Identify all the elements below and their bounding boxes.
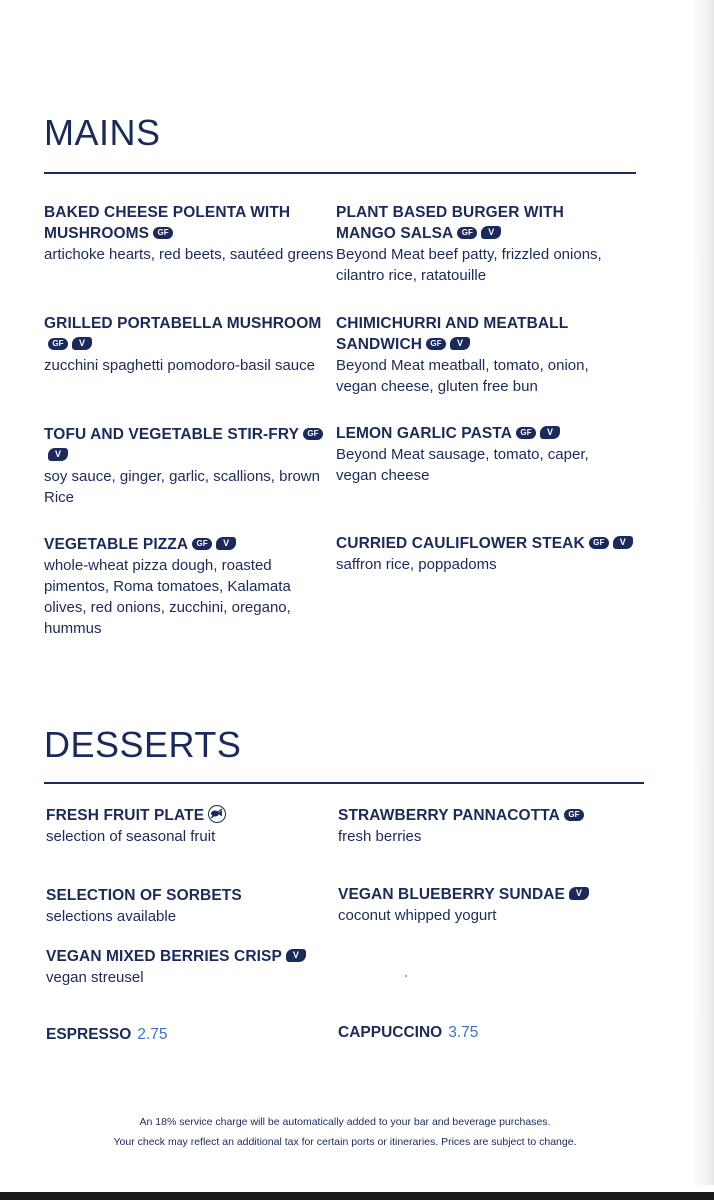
item-description: selections available	[46, 908, 177, 925]
item-name: STRAWBERRY PANNACOTTA	[338, 807, 560, 824]
gluten-free-icon: GF	[192, 538, 212, 550]
menu-item	[46, 946, 336, 988]
menu-item	[44, 424, 334, 508]
item-name: VEGETABLE PIZZA	[44, 536, 189, 553]
vegan-icon: V	[48, 448, 68, 461]
menu-item	[336, 202, 626, 286]
menu-item	[46, 805, 336, 847]
gluten-free-icon: GF	[48, 338, 68, 350]
mains-heading: MAINS	[44, 112, 161, 153]
item-description: coconut whipped yogurt	[338, 907, 497, 924]
vegan-icon: V	[450, 337, 470, 350]
menu-item	[336, 423, 626, 486]
vegan-icon: V	[72, 337, 92, 350]
beverage-price: 2.75	[137, 1026, 168, 1043]
vegan-icon: V	[540, 426, 560, 439]
menu-item	[338, 805, 628, 847]
beverage-name: CAPPUCCINO	[338, 1024, 443, 1041]
item-name: FRESH FRUIT PLATE	[46, 807, 205, 824]
item-description: artichoke hearts, red beets, sautéed greens	[44, 246, 334, 263]
beverage-price: 3.75	[448, 1024, 479, 1041]
menu-item	[44, 202, 334, 265]
item-name: PLANT BASED BURGER WITH MANGO SALSA	[336, 204, 564, 242]
footer-tax-note: Your check may reflect an additional tax for certain ports or itineraries. Prices are subject to change.	[113, 1136, 577, 1148]
gluten-free-icon: GF	[516, 427, 536, 439]
paper-speck	[405, 975, 407, 977]
item-description: zucchini spaghetti pomodoro-basil sauce	[44, 357, 315, 374]
item-name: TOFU AND VEGETABLE STIR-FRY	[44, 426, 300, 443]
vegan-icon: V	[216, 537, 236, 550]
item-description: Beyond Meat sausage, tomato, caper, vegan cheese	[336, 446, 589, 484]
item-description: vegan streusel	[46, 969, 144, 986]
item-description: saffron rice, poppadoms	[336, 556, 497, 573]
menu-item	[44, 313, 334, 376]
beverage-item	[338, 1024, 478, 1042]
item-name: VEGAN BLUEBERRY SUNDAE	[338, 886, 565, 903]
page-edge-shadow	[692, 0, 714, 1185]
item-name: GRILLED PORTABELLA MUSHROOM	[44, 315, 322, 332]
gluten-free-icon: GF	[589, 537, 609, 549]
no-fish-icon	[208, 805, 226, 823]
vegan-icon: V	[481, 226, 501, 239]
item-name: LEMON GARLIC PASTA	[336, 425, 513, 442]
item-name: VEGAN MIXED BERRIES CRISP	[46, 948, 282, 965]
menu-item	[336, 313, 626, 397]
item-description: Beyond Meat meatball, tomato, onion, vegan cheese, gluten free bun	[336, 357, 589, 395]
vegan-icon: V	[569, 887, 589, 900]
beverage-name: ESPRESSO	[46, 1026, 132, 1043]
menu-item	[44, 534, 334, 639]
menu-item	[46, 885, 336, 927]
item-name: SELECTION OF SORBETS	[46, 887, 242, 904]
item-description: fresh berries	[338, 828, 422, 845]
beverage-item	[46, 1026, 167, 1044]
desserts-divider	[44, 782, 644, 784]
mains-divider	[44, 172, 636, 174]
gluten-free-icon: GF	[426, 338, 446, 350]
desserts-heading: DESSERTS	[44, 724, 242, 765]
gluten-free-icon: GF	[303, 428, 323, 440]
gluten-free-icon: GF	[153, 227, 173, 239]
footer-service-charge: An 18% service charge will be automatically added to your bar and beverage purchases.	[139, 1116, 551, 1128]
vegan-icon: V	[613, 536, 633, 549]
vegan-icon: V	[286, 949, 306, 962]
item-description: selection of seasonal fruit	[46, 828, 216, 845]
footer-notice	[0, 1112, 690, 1152]
item-name: CHIMICHURRI AND MEATBALL SANDWICH	[336, 315, 569, 353]
gluten-free-icon: GF	[564, 809, 584, 821]
menu-item	[336, 533, 656, 575]
item-name: BAKED CHEESE POLENTA WITH MUSHROOMS	[44, 204, 291, 242]
item-name: CURRIED CAULIFLOWER STEAK	[336, 535, 585, 552]
item-description: whole-wheat pizza dough, roasted pimentos, Roma tomatoes, Kalamata olives, red onions, zucchini, oregano, hummus	[44, 557, 291, 637]
item-description: Beyond Meat beef patty, frizzled onions, cilantro rice, ratatouille	[336, 246, 602, 284]
page-bottom-edge	[0, 1192, 714, 1200]
gluten-free-icon: GF	[457, 227, 477, 239]
menu-item	[338, 884, 628, 926]
item-description: soy sauce, ginger, garlic, scallions, brown Rice	[44, 468, 320, 506]
